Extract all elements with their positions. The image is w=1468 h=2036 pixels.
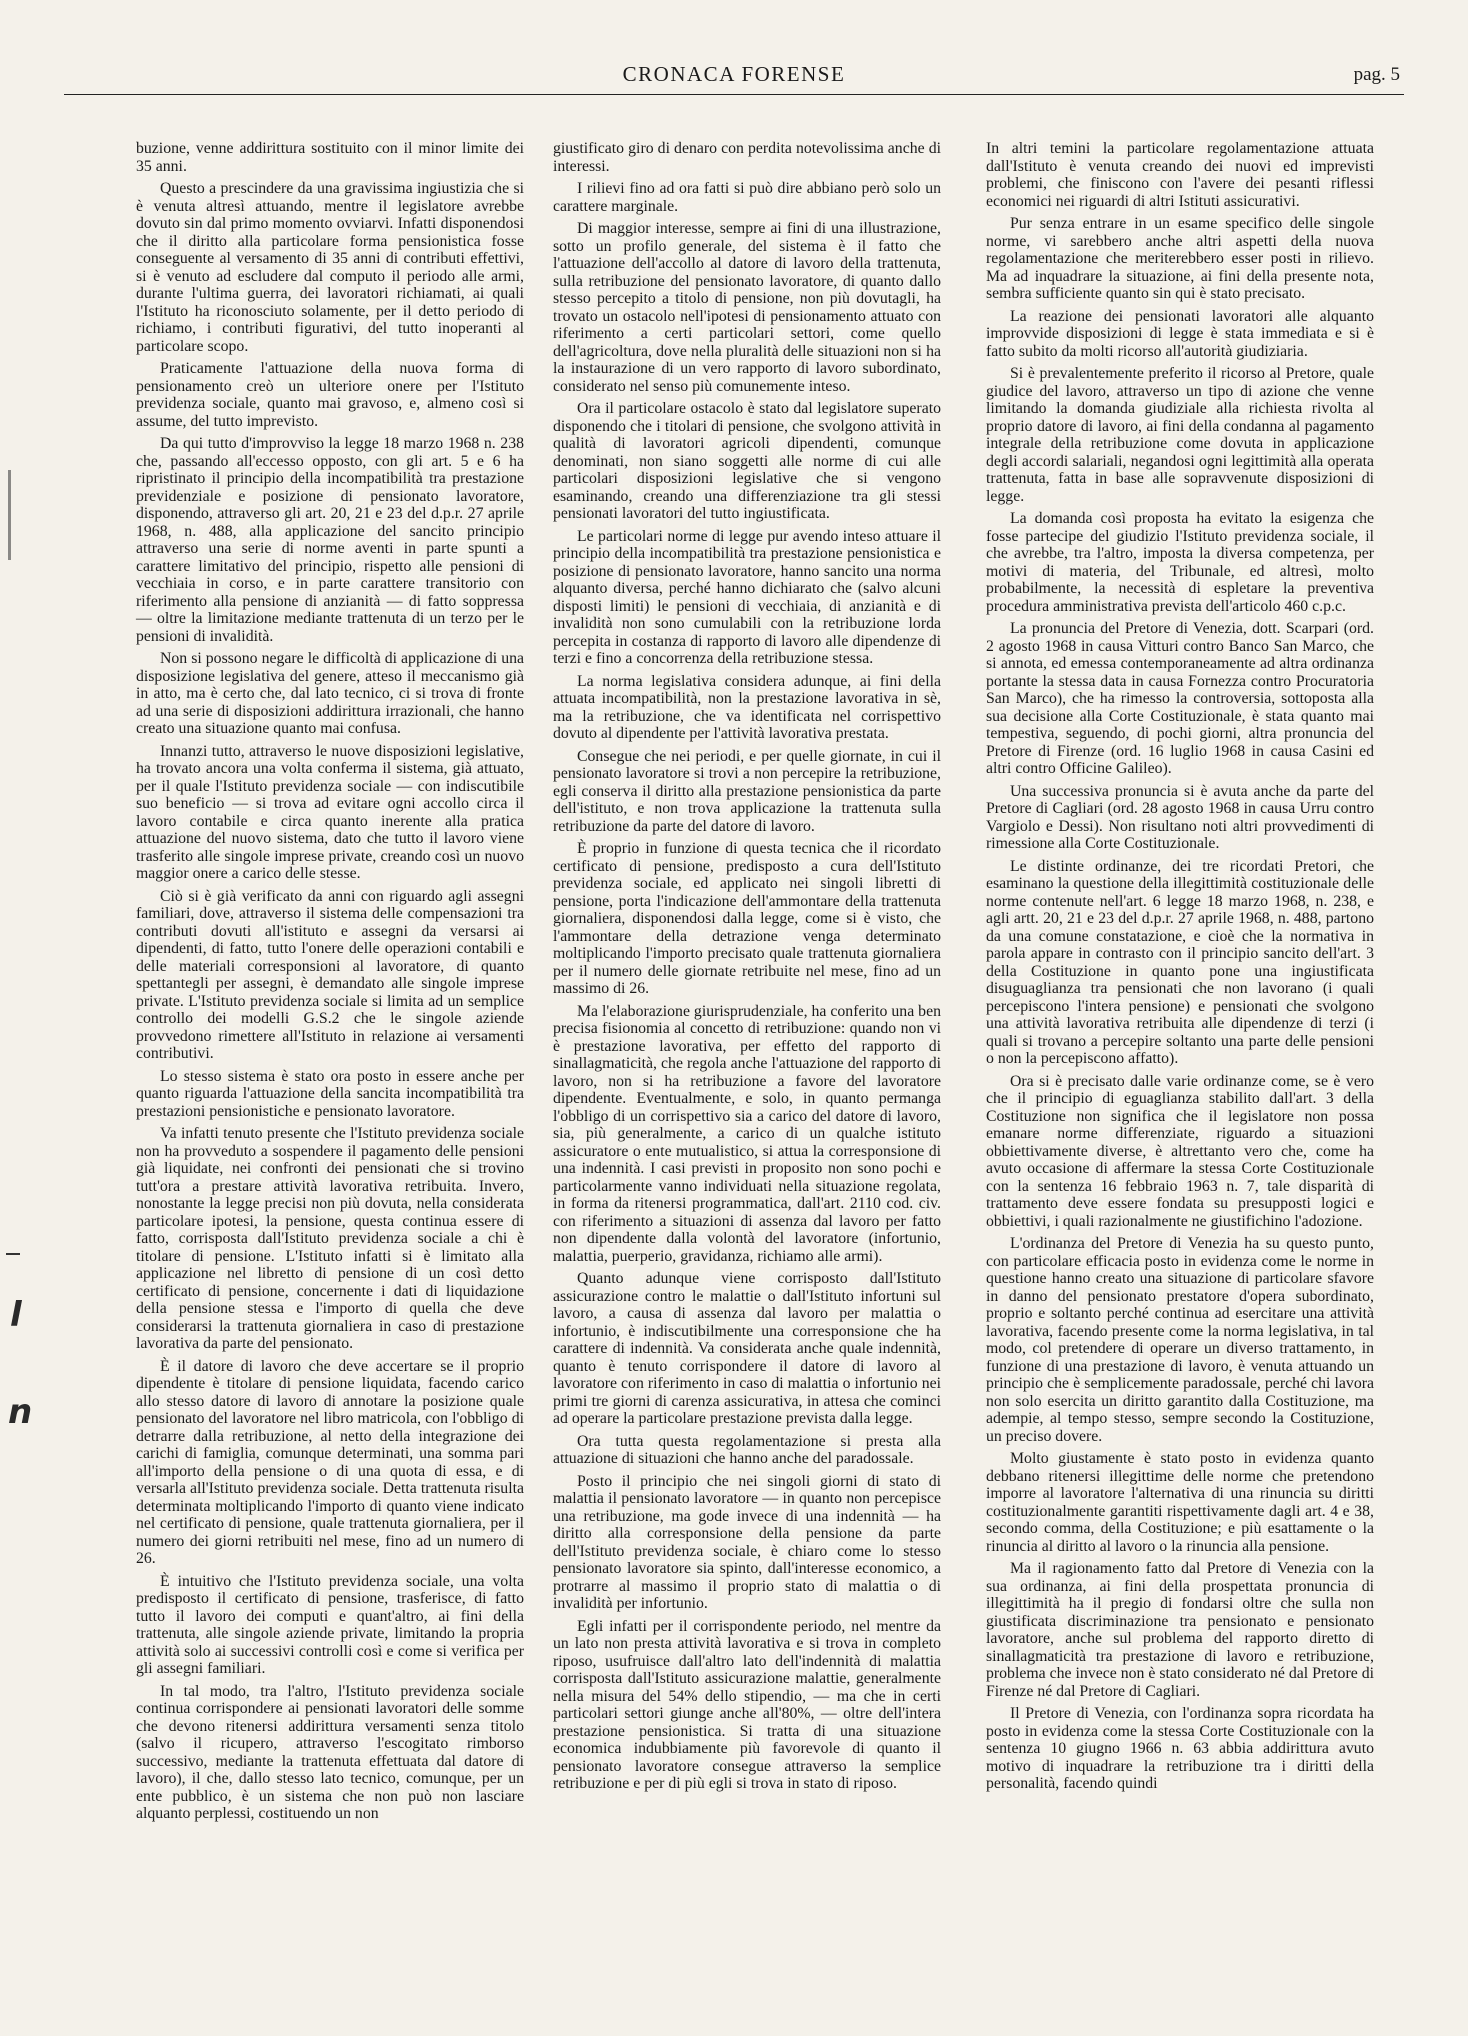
paragraph: Innanzi tutto, attraverso le nuove disposizioni legislative, ha trovato ancora una volta conferma il sistema, già attuato, per il quale l'Istituto previdenza sociale — con indiscutibile suo beneficio — si trova ad evitare ogni accollo circa il lavoro contabile e circa quanto inerente alla pratica attuazione del nuovo sistema, dato che tutto il lavoro viene trasferito alle singole imprese private, creando così un nuovo maggior onere a carico delle stesse.: [136, 742, 524, 882]
paragraph: Quanto adunque viene corrisposto dall'Istituto assicurazione contro le malattie o dall'Istituto infortuni sul lavoro, a causa di assenza dal lavoro per malattia o infortunio, è indiscutibilmente una corresponsione che ha carattere di indennità. Va considerata anche quale indennità, quanto è tenuto corrispondere il datore di lavoro al lavoratore con riferimento in caso di malattia o infortunio nei primi tre giorni di carenza assicurativa, in attesa che cominci ad operare la particolare prestazione prevista dalla legge.: [553, 1270, 941, 1427]
paragraph: Consegue che nei periodi, e per quelle giornate, in cui il pensionato lavoratore si trovi a non percepire la retribuzione, egli conserva il diritto alla prestazione pensionistica da parte dell'istituto, e non trova applicazione la trattenuta sulla retribuzione da parte del datore di lavoro.: [553, 747, 941, 835]
paragraph: Da qui tutto d'improvviso la legge 18 marzo 1968 n. 238 che, passando all'eccesso opposto, con gli art. 5 e 6 ha ripristinato il principio della incompatibilità tra prestazione previdenziale e posizione di pensionato lavoratore, disponendo, attraverso gli art. 20, 21 e 23 del d.p.r. 27 aprile 1968, n. 488, alla applicazione del sancito principio attraverso una serie di norme aventi in parte spunti a carattere limitativo del principio, rispetto alle pensioni di vecchiaia in corso, e in parte carattere transitorio con riferimento alla pensione di anzianità — di fatto soppressa — oltre la limitazione mediante trattenuta di un terzo per le pensioni di invalidità.: [136, 435, 524, 645]
paragraph: Ma il ragionamento fatto dal Pretore di Venezia con la sua ordinanza, ai fini della prospettata pronuncia di illegittimità ha il pregio di fondarsi oltre che sulla non giustificata discriminazione tra pensionato e pensionato lavoratore, anche sul problema del rapporto diretto di sinallagmaticità tra prestazione di lavoro e retribuzione, problema che invece non è stato considerato né dal Pretore di Firenze né dal Pretore di Cagliari.: [986, 1560, 1374, 1700]
paragraph: In tal modo, tra l'altro, l'Istituto previdenza sociale continua corrispondere ai pensionati lavoratori delle somme che devono ritenersi addirittura versamenti senza titolo (salvo il ricupero, attraverso l'escogitato rimborso successivo, mediante la trattenuta effettuata dal datore di lavoro), il che, dallo stesso lato tecnico, comunque, per un ente pubblico, è un sistema che non può non lasciare alquanto perplessi, costituendo un non: [136, 1682, 524, 1822]
text-column-middle: [553, 140, 941, 1798]
paragraph: Molto giustamente è stato posto in evidenza quanto debbano ritenersi illegittime delle norme che pretendono imporre al lavoratore l'alternativa di una rinuncia su diritti costituzionalmente garantiti rispettivamente dagli art. 4 e 38, secondo comma, della Costituzione; e più esattamente o la rinuncia al diritto al lavoro o la rinuncia alla pensione.: [986, 1450, 1374, 1555]
page-number: pag. 5: [1353, 64, 1400, 85]
paragraph: La reazione dei pensionati lavoratori alle alquanto improvvide disposizioni di legge è stata immediata e si è fatto subito da molti ricorso all'autorità giudiziaria.: [986, 307, 1374, 360]
paragraph: Ma l'elaborazione giurisprudenziale, ha conferito una ben precisa fisionomia al concetto di retribuzione: quando non vi è prestazione lavorativa, per effetto del rapporto di sinallagmaticità, che regola anche l'attuazione del rapporto di lavoro, non si ha retribuzione a favore del lavoratore dipendente. Eventualmente, e solo, in quanto permanga l'obbligo di un corrispettivo sia a carico del datore di lavoro, sia, più generalmente, a carico di un qualche istituto assicuratore o ente mutualistico, si attua la corresponsione di una indennità. I casi previsti in proposito non sono pochi e particolarmente vanno individuati nella situazione regolata, in forma da ritenersi programmatica, dall'art. 2110 cod. civ. con riferimento a situazioni di assenza dal lavoro per fatto non dipendente dalla volontà del lavoratore (infortunio, malattia, puerperio, gravidanza, richiamo alle armi).: [553, 1002, 941, 1265]
paragraph: In altri temini la particolare regolamentazione attuata dall'Istituto è venuta creando dei nuovi ed imprevisti problemi, che finiscono con l'avere dei pesanti riflessi economici nei riguardi di altri Istituti assicurativi.: [986, 140, 1374, 210]
paragraph: Questo a prescindere da una gravissima ingiustizia che si è venuta altresì attuando, mentre il legislatore avrebbe dovuto sin dal primo momento ovviarvi. Infatti disponendosi che il diritto alla particolare forma pensionistica fosse conseguente al versamento di 35 anni di contributi effettivi, si è venuto ad escludere dal computo il periodo alle armi, durante l'ultima guerra, dei lavoratori richiamati, ai quali l'Istituto ha riconosciuto solamente, per il detto periodo di richiamo, i contributi figurativi, del tutto inoperanti al particolare scopo.: [136, 180, 524, 355]
running-header: [64, 58, 1404, 95]
paragraph: Ciò si è già verificato da anni con riguardo agli assegni familiari, dove, attraverso il sistema delle compensazioni tra contributi dovuti all'istituto e assegni da versarsi ai dipendenti, di fatto, tutto l'onere delle operazioni contabili e delle materiali corresponsioni al lavoratore, di quanto spettantegli per assegni, è demandato alle singole imprese private. L'Istituto previdenza sociale si limita ad un semplice controllo dei modelli G.S.2 che le singole aziende provvedono rimettere all'Istituto in relazione ai versamenti contributivi.: [136, 887, 524, 1062]
paragraph: Lo stesso sistema è stato ora posto in essere anche per quanto riguarda l'attuazione della sancita incompatibilità tra prestazioni pensionistiche e pensionato lavoratore.: [136, 1067, 524, 1120]
paragraph: L'ordinanza del Pretore di Venezia ha su questo punto, con particolare efficacia posto in evidenza come le norme in questione hanno creato una situazione di particolare sfavore in danno del pensionato prestatore d'opera subordinato, proprio e soltanto perché continua ad esercitare una attività lavorativa, facendo presente come la norma legislativa, in tal modo, col pretendere di operare un diverso trattamento, in funzione di una prestazione di lavoro, è venuta attuando un principio che è semplicemente paradossale, perché chi lavora non solo esercita un diritto garantito dalla Costituzione, ma adempie, al tempo stesso, sempre secondo la Costituzione, un preciso dovere.: [986, 1235, 1374, 1445]
paragraph: Ora tutta questa regolamentazione si presta alla attuazione di situazioni che hanno anche del paradossale.: [553, 1432, 941, 1467]
margin-handwritten-mark: l: [10, 1295, 22, 1335]
margin-tick: [8, 470, 11, 560]
paragraph: Non si possono negare le difficoltà di applicazione di una disposizione legislativa del genere, atteso il meccanismo già in atto, ma è certo che, dal lato tecnico, ci si trova di fronte ad una serie di disposizioni addirittura irrazionali, che hanno creato una situazione quanto mai confusa.: [136, 650, 524, 737]
margin-handwritten-mark: n: [8, 1392, 33, 1432]
paragraph: La pronuncia del Pretore di Venezia, dott. Scarpari (ord. 2 agosto 1968 in causa Vitturi contro Banco San Marco, che si annota, ed emessa contemporaneamente ad altra ordinanza portante la stessa data in causa Fornezza contro Procuratoria San Marco), che ha rimesso la controversia, sottoposta alla sua decisione alla Corte Costituzionale, è stata quanto mai tempestiva, seguendo, di pochi giorni, altra pronuncia del Pretore di Firenze (ord. 16 luglio 1968 in causa Casini ed altri contro Officine Galileo).: [986, 620, 1374, 777]
paragraph: Pur senza entrare in un esame specifico delle singole norme, vi sarebbero anche altri aspetti della nuova regolamentazione che meriterebbero esser posti in rilievo. Ma ad inquadrare la situazione, ai fini della presente nota, sembra sufficiente quanto sin qui è stato precisato.: [986, 215, 1374, 302]
paragraph: È intuitivo che l'Istituto previdenza sociale, una volta predisposto il certificato di pensione, trasferisce, di fatto tutto il lavoro dei computi e quant'altro, ai fini della trattenuta, alle singole aziende private, limitando la propria attività solo ai successivi controlli così e come si verifica per gli assegni familiari.: [136, 1572, 524, 1677]
margin-dash: [6, 1253, 20, 1255]
paragraph: È il datore di lavoro che deve accertare se il proprio dipendente è titolare di pensione liquidata, facendo carico allo stesso datore di lavoro di annotare la posizione quale pensionato del lavoratore nel libro matricola, con l'obbligo di detrarre dalla retribuzione, al netto della integrazione dei carichi di famiglia, comunque determinati, una somma pari all'importo della pensione o di una quota di essa, e di versarla all'Istituto previdenza sociale. Detta trattenuta risulta determinata moltiplicando l'importo di quanto viene indicato nel certificato di pensione, quale trattenuta giornaliera, per il numero dei giorni retribuiti nel mese, fino ad un numero di 26.: [136, 1357, 524, 1567]
text-column-left: [136, 140, 524, 1828]
paragraph: buzione, venne addirittura sostituito con il minor limite dei 35 anni.: [136, 140, 524, 175]
paragraph: Una successiva pronuncia si è avuta anche da parte del Pretore di Cagliari (ord. 28 agosto 1968 in causa Urru contro Vargiolo e Dessi). Non risultano noti altri provvedimenti di rimessione alla Corte Costituzionale.: [986, 782, 1374, 852]
paragraph: Ora si è precisato dalle varie ordinanze come, se è vero che il principio di eguaglianza stabilito dall'art. 3 della Costituzione non significa che il legislatore non possa emanare norme differenziate, riguardo a situazioni obbiettivamente diverse, è altrettanto vero che, come ha avuto occasione di affermare la stessa Corte Costituzionale con la sentenza 16 febbraio 1963 n. 7, tale disparità di trattamento deve essere fondata su presupposti logici e obbiettivi, i quali razionalmente ne giustifichino l'adozione.: [986, 1072, 1374, 1230]
paragraph: Va infatti tenuto presente che l'Istituto previdenza sociale non ha provveduto a sospendere il pagamento delle pensioni già liquidate, nei confronti dei pensionati che si trovino tutt'ora a prestare attività lavorativa retribuita. Invero, nonostante la legge precisi non più dovuta, nella considerata particolare ipotesi, la pensione, questa continua essere di fatto, corrisposta dall'Istituto previdenza sociale a chi è titolare di pensione. L'Istituto infatti si è limitato alla applicazione nel libretto di pensione di un così detto certificato di pensione, concernente i dati di liquidazione della pensione stessa e l'importo di quella che deve considerarsi la trattenuta giornaliera in caso di prestazione lavorativa da parte del pensionato.: [136, 1125, 524, 1352]
paragraph: giustificato giro di denaro con perdita notevolissima anche di interessi.: [553, 140, 941, 175]
paragraph: Di maggior interesse, sempre ai fini di una illustrazione, sotto un profilo generale, del sistema è il fatto che l'attuazione dell'accollo al datore di lavoro della trattenuta, sulla retribuzione del pensionato lavoratore, di quanto dallo stesso percepito a titolo di pensione, non più dovutagli, ha trovato un ostacolo nell'ipotesi di pensionamento attuato con riferimento a certi particolari settori, come quello dell'agricoltura, dove nella pluralità delle situazioni non si ha la instaurazione di un vero rapporto di lavoro subordinato, considerato nel senso più comunemente inteso.: [553, 220, 941, 395]
paragraph: Egli infatti per il corrispondente periodo, nel mentre da un lato non presta attività lavorativa e si trova in completo riposo, usufruisce dall'altro lato dell'indennità di malattia corrisposta dall'Istituto assicurazione malattie, generalmente nella misura del 54% dello stipendio, — ma che in certi particolari settori giunge anche all'80%, — oltre dell'intera prestazione pensionistica. Si tratta di una situazione economica indubbiamente più favorevole di quanto il pensionato lavoratore consegue attraverso la semplice retribuzione e per di più egli si trova in stato di riposo.: [553, 1617, 941, 1792]
paragraph: Si è prevalentemente preferito il ricorso al Pretore, quale giudice del lavoro, attraverso un tipo di azione che venne limitando la domanda giudiziale alla richiesta rivolta al proprio datore di lavoro, ai fini della condanna al pagamento integrale della retribuzione come dovuta in applicazione degli accordi salariali, negandosi ogni legittimità alla operata trattenuta, fatta in base alle sopravvenute disposizioni di legge.: [986, 365, 1374, 505]
paragraph: È proprio in funzione di questa tecnica che il ricordato certificato di pensione, predisposto a cura dell'Istituto previdenza sociale, ed applicato nei singoli libretti di pensione, porta l'indicazione dell'ammontare della trattenuta giornaliera, disponendosi dalla legge, come si è visto, che l'ammontare della detrazione venga determinato moltiplicando l'importo precisato quale trattenuta giornaliera per il numero delle giornate retribuite nel mese, fino ad un massimo di 26.: [553, 840, 941, 997]
paragraph: Le distinte ordinanze, dei tre ricordati Pretori, che esaminano la questione della illegittimità costituzionale delle norme contenute nell'art. 6 legge 18 marzo 1968, n. 238, e agli artt. 20, 21 e 23 del d.p.r. 27 aprile 1968, n. 488, partono da una comune constatazione, e cioè che la normativa in parola appare in contrasto con il principio sancito dell'art. 3 della Costituzione in quanto pone una ingiustificata disuguaglianza tra pensionati che non lavorano (i quali percepiscono l'intera pensione) e pensionati che svolgono una attività lavorativa retribuita alle dipendenze di terzi (i quali si trovano a percepire soltanto una parte delle pensioni o non la percepiscono affatto).: [986, 857, 1374, 1067]
paragraph: La domanda così proposta ha evitato la esigenza che fosse partecipe del giudizio l'Istituto previdenza sociale, il che avrebbe, tra l'altro, imposta la diversa competenza, per motivi di materia, del Tribunale, ed altresì, molto probabilmente, la necessità di espletare la preventiva procedura amministrativa prevista dell'articolo 460 c.p.c.: [986, 510, 1374, 615]
paragraph: Posto il principio che nei singoli giorni di stato di malattia il pensionato lavoratore — in quanto non percepisce una retribuzione, ma gode invece di una indennità — ha diritto alla corresponsione della pensione da parte dell'Istituto previdenza sociale, è chiaro come lo stesso pensionato lavoratore sia spinto, dall'interesse economico, a protrarre al massimo il proprio stato di malattia o di invalidità per infortunio.: [553, 1472, 941, 1612]
paragraph: La norma legislativa considera adunque, ai fini della attuata incompatibilità, non la prestazione lavorativa in sè, ma la retribuzione, che va identificata nel corrispettivo dovuto al dipendente per l'attività lavorativa prestata.: [553, 672, 941, 742]
journal-title: CRONACA FORENSE: [622, 62, 846, 86]
paragraph: Le particolari norme di legge pur avendo inteso attuare il principio della incompatibilità tra prestazione pensionistica e posizione di pensionato lavoratore, hanno sancito una norma alquanto diversa, perché hanno dichiarato che (salvo alcuni disposti limiti) le pensioni di vecchiaia, di anzianità e di invalidità non sono cumulabili con la retribuzione lorda percepita in costanza di rapporto di lavoro alle dipendenze di terzi e fino a concorrenza della retribuzione stessa.: [553, 527, 941, 667]
text-column-right: [986, 140, 1374, 1798]
paragraph: Praticamente l'attuazione della nuova forma di pensionamento creò un ulteriore onere per l'Istituto previdenza sociale, quanto mai gravoso, e, almeno così si assume, del tutto imprevisto.: [136, 360, 524, 430]
paragraph: I rilievi fino ad ora fatti si può dire abbiano però solo un carattere marginale.: [553, 180, 941, 215]
paragraph: Ora il particolare ostacolo è stato dal legislatore superato disponendo che i titolari di pensione, che svolgono attività in qualità di lavoratori agricoli dipendenti, comunque denominati, non siano soggetti alle norme di cui alle particolari disposizioni legislative che si vengono esaminando, creando una differenziazione tra gli stessi pensionati lavoratori del tutto ingiustificata.: [553, 400, 941, 522]
paragraph: Il Pretore di Venezia, con l'ordinanza sopra ricordata ha posto in evidenza come la stessa Corte Costituzionale con la sentenza 10 giugno 1966 n. 63 abbia addirittura avuto motivo di inquadrare la retribuzione tra i diritti della personalità, facendo quindi: [986, 1705, 1374, 1792]
